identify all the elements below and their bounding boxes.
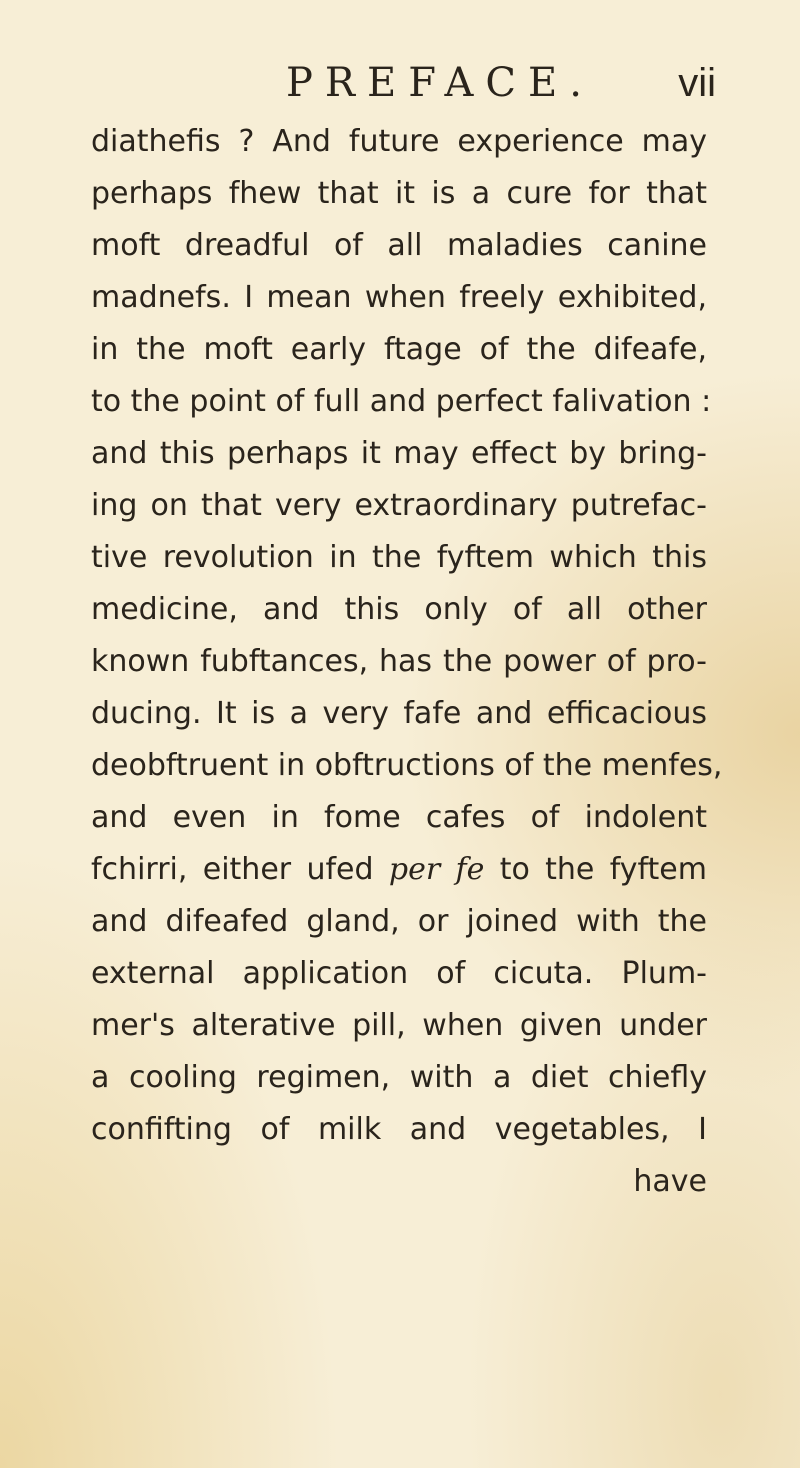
text-line: ducing. It is a very fafe and efficacious [91, 696, 707, 731]
page-number: vii [678, 61, 716, 105]
text-line: fchirri, either ufed per fe to the fyftem [91, 852, 707, 887]
text-line: mer's alterative pill, when given under [91, 1008, 707, 1043]
running-title: PREFACE. [286, 60, 594, 106]
text-line: moft dreadful of all maladies canine [91, 228, 707, 263]
text-line: tive revolution in the fyftem which this [91, 540, 707, 575]
text-line: and even in fome cafes of indolent [91, 800, 707, 835]
text-line: confifting of milk and vegetables, I [91, 1112, 707, 1147]
page-header [286, 58, 716, 108]
text-line: external application of cicuta. Plum- [91, 956, 707, 991]
text-line: and difeafed gland, or joined with the [91, 904, 707, 939]
text-line: deobftruent in obftructions of the menfes, [91, 748, 723, 783]
text-line: ing on that very extraordinary putrefac- [91, 488, 707, 523]
catchword: have [633, 1164, 707, 1199]
text-line: madnefs. I mean when freely exhibited, [91, 280, 707, 315]
text-line: perhaps fhew that it is a cure for that [91, 176, 707, 211]
text-line: in the moft early ftage of the difeafe, [91, 332, 707, 367]
text-line: and this perhaps it may effect by bring- [91, 436, 707, 471]
text-line: to the point of full and perfect falivation : [91, 384, 712, 419]
italic-phrase: per fe [388, 852, 485, 887]
text-line: medicine, and this only of all other [91, 592, 707, 627]
text-line: diathefis ? And future experience may [91, 124, 707, 159]
text-line: a cooling regimen, with a diet chiefly [91, 1060, 707, 1095]
text-line: known fubftances, has the power of pro- [91, 644, 707, 679]
